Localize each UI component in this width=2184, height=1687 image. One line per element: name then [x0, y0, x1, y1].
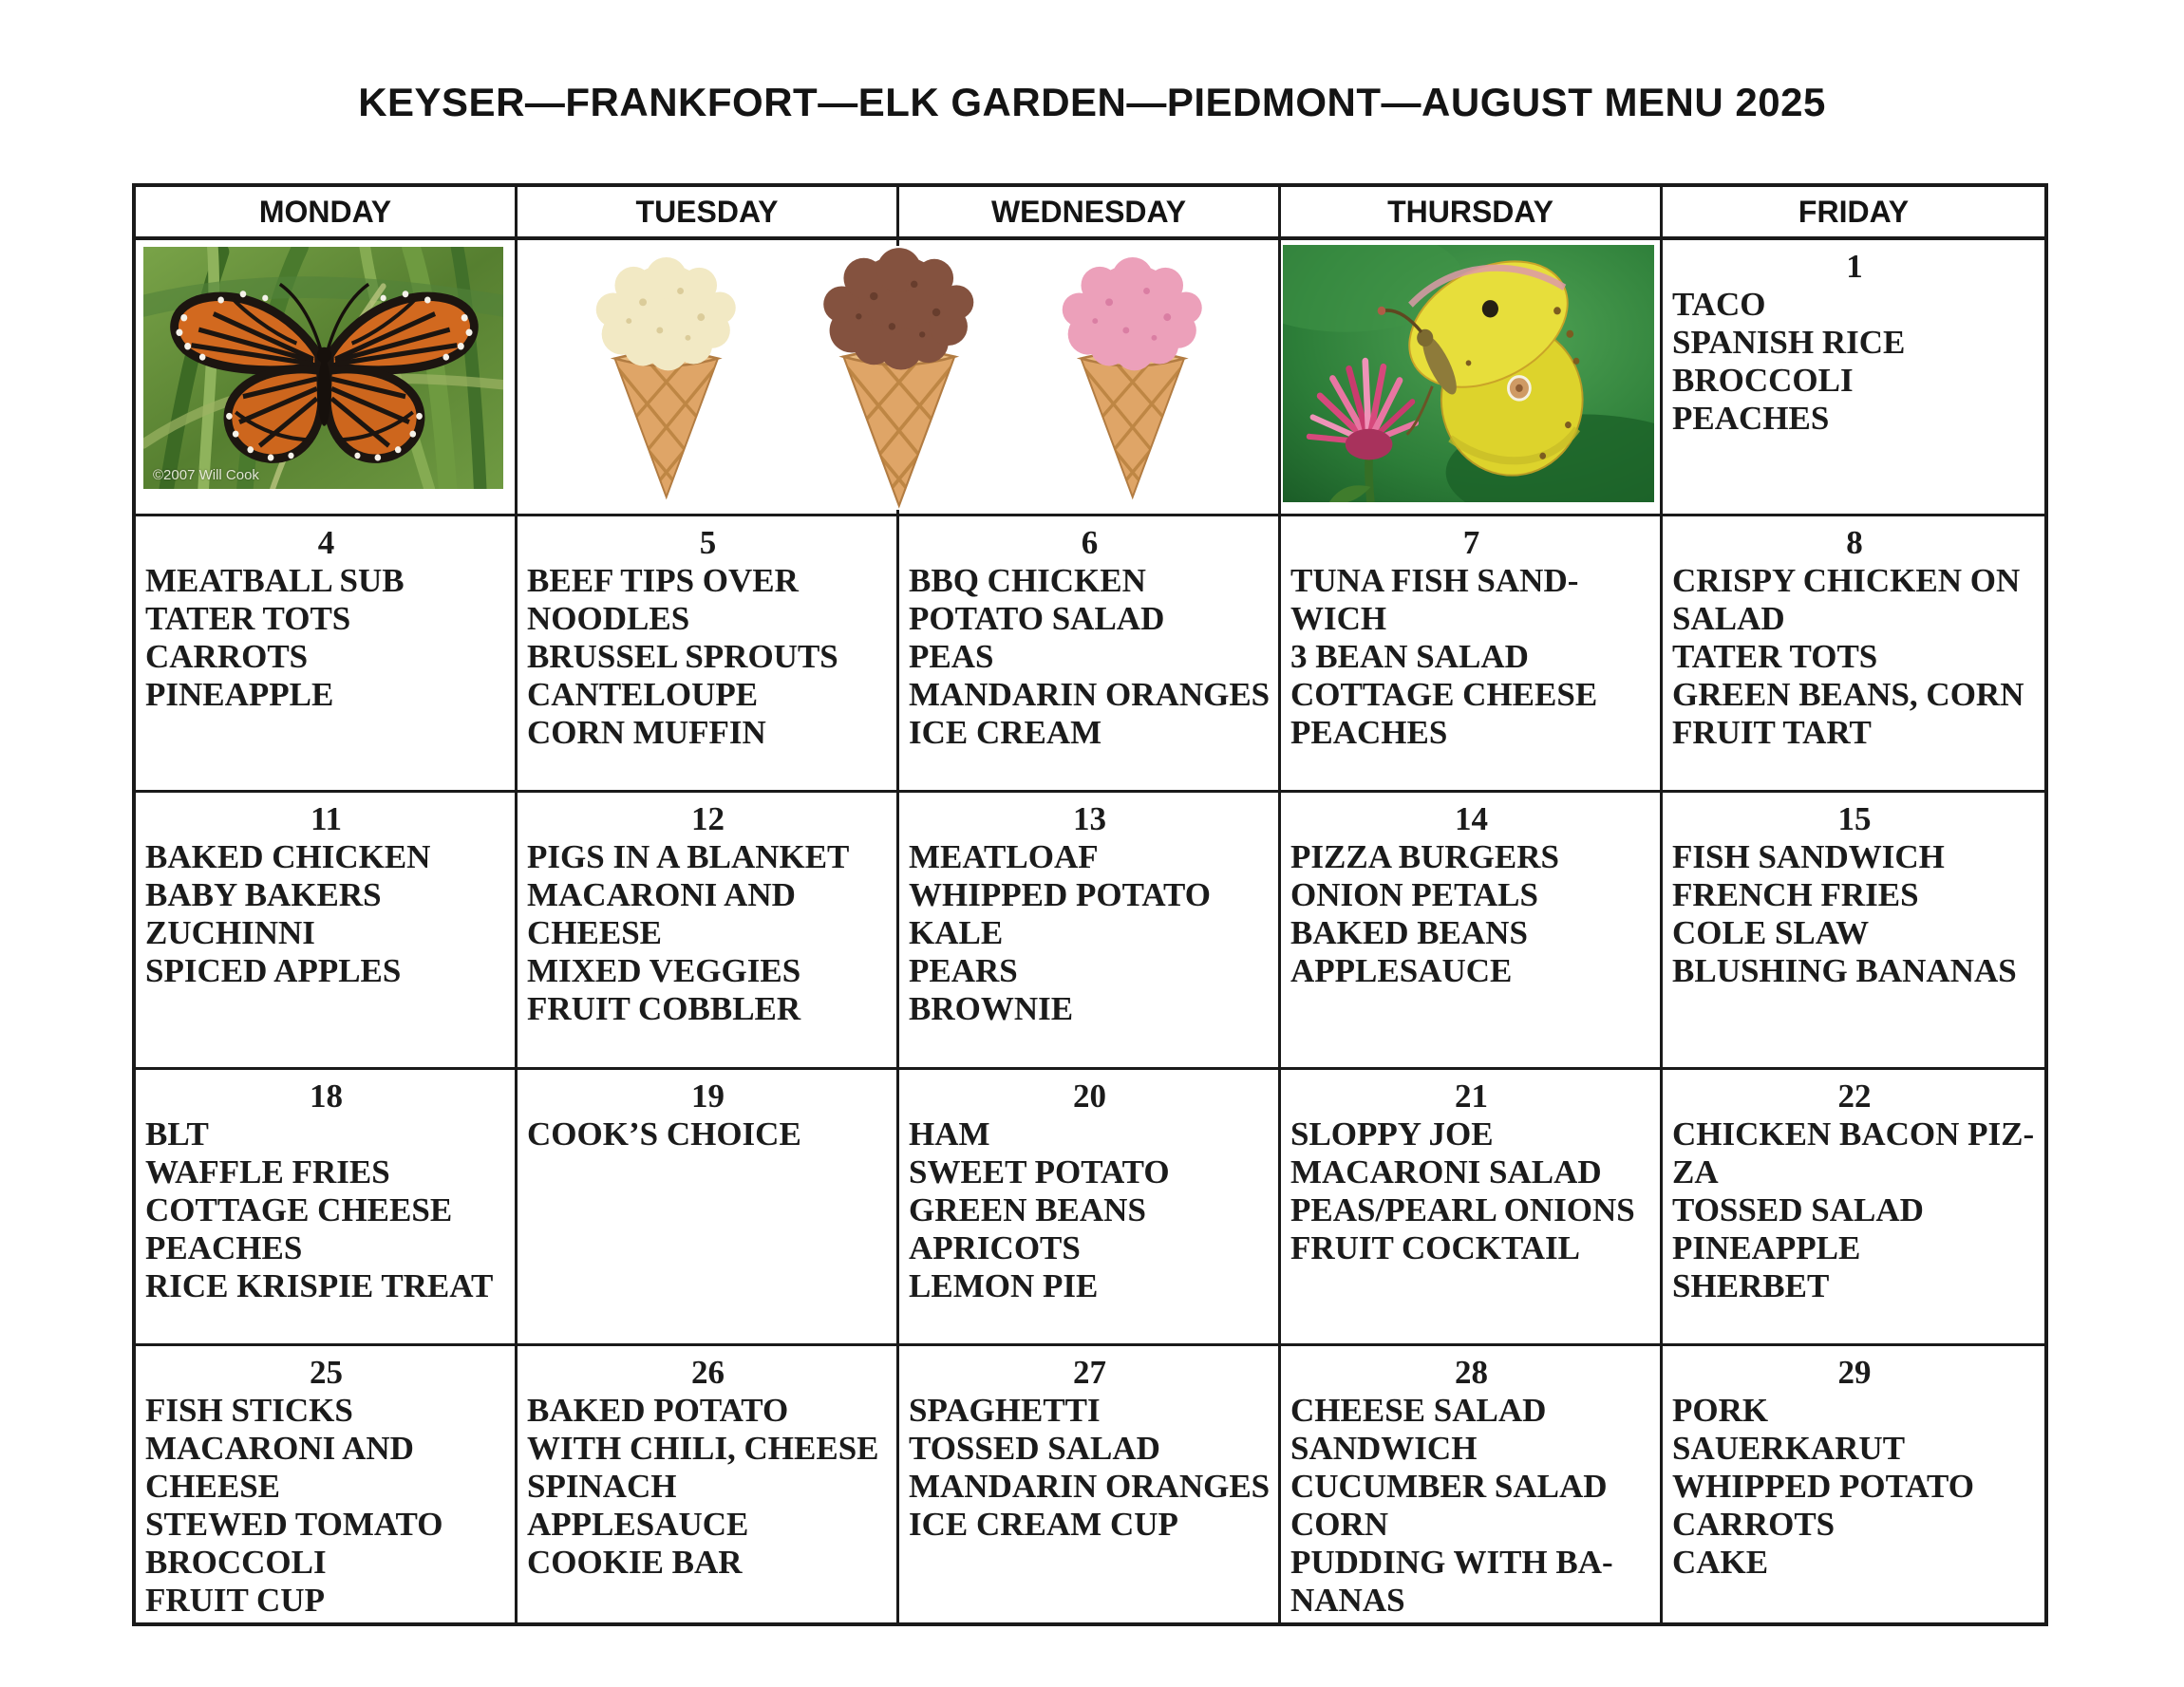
- menu-item: HAM: [909, 1115, 990, 1153]
- day-header-wednesday: WEDNESDAY: [899, 187, 1281, 240]
- menu-item: BROCCOLI: [145, 1543, 327, 1581]
- menu-item: COTTAGE CHEESE: [145, 1190, 453, 1228]
- menu-item: BAKED CHICKEN: [145, 838, 431, 876]
- menu-item: STEWED TOMATO: [145, 1505, 443, 1543]
- menu-item: WHIPPED POTATO: [1672, 1467, 1974, 1505]
- menu-item: CHEESE: [527, 914, 662, 952]
- menu-cell-aug-13: [899, 793, 1281, 1069]
- menu-item: FRUIT TART: [1672, 714, 1872, 752]
- vanilla-ice-cream-cone-icon: [577, 255, 755, 501]
- date-number: 13: [1073, 800, 1106, 838]
- menu-cell-aug-15: [1663, 793, 2044, 1069]
- menu-item: CAKE: [1672, 1543, 1769, 1581]
- yellow-butterfly-art: [1283, 245, 1654, 502]
- date-number: 22: [1837, 1077, 1872, 1115]
- date-number: 6: [1081, 524, 1099, 562]
- menu-item: MIXED VEGGIES: [527, 952, 801, 990]
- menu-item: ICE CREAM CUP: [909, 1505, 1178, 1543]
- menu-item: CRISPY CHICKEN ON: [1672, 562, 2021, 600]
- menu-cell-aug-27: [899, 1346, 1281, 1622]
- menu-item: PINEAPPLE: [1672, 1228, 1861, 1266]
- day-header-monday: MONDAY: [136, 187, 518, 240]
- date-number: 11: [310, 800, 343, 838]
- menu-item: SAUERKARUT: [1672, 1429, 1906, 1467]
- menu-item: CORN: [1290, 1505, 1389, 1543]
- menu-item: TOSSED SALAD: [1672, 1190, 1924, 1228]
- menu-item: CUCUMBER SALAD: [1290, 1467, 1608, 1505]
- menu-item: BLUSHING BANANAS: [1672, 952, 2017, 990]
- menu-item: GREEN BEANS, CORN: [1672, 676, 2024, 714]
- date-number: 25: [310, 1353, 343, 1391]
- menu-item: POTATO SALAD: [909, 600, 1165, 638]
- menu-item: WICH: [1290, 600, 1387, 638]
- menu-item: MACARONI AND: [527, 876, 796, 914]
- menu-item: MACARONI AND: [145, 1429, 414, 1467]
- menu-cell-aug-18: [136, 1070, 518, 1346]
- chocolate-ice-cream-cone-icon: [803, 246, 995, 510]
- menu-cell-aug-1: [1663, 240, 2044, 516]
- menu-item: MACARONI SALAD: [1290, 1153, 1602, 1190]
- day-header-tuesday: TUESDAY: [518, 187, 899, 240]
- menu-item: BABY BAKERS: [145, 876, 382, 914]
- menu-item: NANAS: [1290, 1581, 1405, 1619]
- menu-item: GREEN BEANS: [909, 1190, 1146, 1228]
- menu-item: LEMON PIE: [909, 1266, 1099, 1304]
- menu-item: FISH SANDWICH: [1672, 838, 1945, 876]
- menu-item: CARROTS: [1672, 1505, 1836, 1543]
- menu-item: SLOPPY JOE: [1290, 1115, 1494, 1153]
- menu-item: SALAD: [1672, 600, 1785, 638]
- menu-item: ZA: [1672, 1153, 1719, 1190]
- menu-item: APPLESAUCE: [527, 1505, 749, 1543]
- menu-cell-aug-14: [1281, 793, 1663, 1069]
- menu-item: PEAS/PEARL ONIONS: [1290, 1190, 1635, 1228]
- menu-item: CHEESE SALAD: [1290, 1391, 1547, 1429]
- date-number: 14: [1455, 800, 1488, 838]
- page-title: KEYSER—FRANKFORT—ELK GARDEN—PIEDMONT—AUGUST MENU 2025: [358, 80, 1826, 124]
- photo-cell-monday-butterfly: [136, 240, 518, 516]
- menu-item: PIZZA BURGERS: [1290, 838, 1559, 876]
- date-number: 27: [1073, 1353, 1106, 1391]
- menu-item: SPINACH: [527, 1467, 677, 1505]
- date-number: 28: [1455, 1353, 1488, 1391]
- menu-item: WITH CHILI, CHEESE: [527, 1429, 879, 1467]
- menu-item: SHERBET: [1672, 1266, 1830, 1304]
- menu-item: CHEESE: [145, 1467, 280, 1505]
- menu-item: 3 BEAN SALAD: [1290, 638, 1529, 676]
- menu-item: CORN MUFFIN: [527, 714, 766, 752]
- day-header-thursday: THURSDAY: [1281, 187, 1663, 240]
- date-number: 8: [1846, 524, 1863, 562]
- date-number: 4: [317, 524, 335, 562]
- menu-item: BBQ CHICKEN: [909, 562, 1146, 600]
- menu-item: TACO: [1672, 286, 1766, 323]
- menu-item: CANTELOUPE: [527, 676, 759, 714]
- menu-item: MEATBALL SUB: [145, 562, 405, 600]
- menu-cell-aug-4: [136, 516, 518, 793]
- menu-item: ONION PETALS: [1290, 876, 1538, 914]
- viceroy-butterfly-photo: [143, 247, 503, 489]
- menu-item: BLT: [145, 1115, 209, 1153]
- date-number: 18: [310, 1077, 343, 1115]
- butterfly-photo-art: [143, 247, 503, 489]
- menu-cell-aug-6: [899, 516, 1281, 793]
- menu-item: SPAGHETTI: [909, 1391, 1101, 1429]
- menu-item: TATER TOTS: [1672, 638, 1878, 676]
- date-number: 12: [691, 800, 725, 838]
- menu-item: PIGS IN A BLANKET: [527, 838, 850, 876]
- menu-cell-aug-21: [1281, 1070, 1663, 1346]
- menu-cell-aug-25: [136, 1346, 518, 1622]
- menu-item: TATER TOTS: [145, 600, 351, 638]
- menu-item: NOODLES: [527, 600, 690, 638]
- menu-item: BROCCOLI: [1672, 362, 1854, 399]
- strawberry-ice-cream-cone-icon: [1044, 255, 1221, 501]
- menu-cell-aug-22: [1663, 1070, 2044, 1346]
- menu-cell-aug-28: [1281, 1346, 1663, 1622]
- menu-cell-aug-11: [136, 793, 518, 1069]
- menu-item: COOKIE BAR: [527, 1543, 743, 1581]
- menu-item: COTTAGE CHEESE: [1290, 676, 1598, 714]
- menu-item: PUDDING WITH BA-: [1290, 1543, 1613, 1581]
- menu-cell-aug-19: [518, 1070, 899, 1346]
- menu-item: RICE KRISPIE TREAT: [145, 1266, 494, 1304]
- menu-item: FISH STICKS: [145, 1391, 353, 1429]
- menu-item: KALE: [909, 914, 1004, 952]
- menu-item: SWEET POTATO: [909, 1153, 1170, 1190]
- menu-item: APPLESAUCE: [1290, 952, 1513, 990]
- menu-cell-aug-8: [1663, 516, 2044, 793]
- menu-item: COLE SLAW: [1672, 914, 1870, 952]
- menu-item: PINEAPPLE: [145, 676, 334, 714]
- yellow-butterfly-photo: [1283, 245, 1654, 502]
- date-number: 15: [1837, 800, 1872, 838]
- menu-item: SPANISH RICE: [1672, 324, 1906, 361]
- menu-cell-aug-12: [518, 793, 899, 1069]
- menu-item: TOSSED SALAD: [909, 1429, 1160, 1467]
- menu-item: PEACHES: [1672, 400, 1830, 437]
- menu-item: PORK: [1672, 1391, 1769, 1429]
- menu-item: BAKED BEANS: [1290, 914, 1528, 952]
- menu-item: MEATLOAF: [909, 838, 1099, 876]
- photo-watermark: ©2007 Will Cook: [153, 467, 259, 484]
- menu-cell-aug-29: [1663, 1346, 2044, 1622]
- date-number: 7: [1462, 524, 1480, 562]
- date-number: 29: [1837, 1353, 1872, 1391]
- menu-item: SANDWICH: [1290, 1429, 1478, 1467]
- menu-item: WAFFLE FRIES: [145, 1153, 390, 1190]
- menu-item: FRUIT COBBLER: [527, 990, 801, 1028]
- menu-cell-aug-5: [518, 516, 899, 793]
- menu-calendar-table: [132, 183, 2048, 1626]
- menu-item: TUNA FISH SAND-: [1290, 562, 1579, 600]
- menu-cell-aug-26: [518, 1346, 899, 1622]
- menu-item: MANDARIN ORANGES: [909, 1467, 1271, 1505]
- menu-item: PEAS: [909, 638, 994, 676]
- menu-item: CHICKEN BACON PIZ-: [1672, 1115, 2035, 1153]
- menu-item: SPICED APPLES: [145, 952, 402, 990]
- date-number: 26: [691, 1353, 725, 1391]
- menu-item: BEEF TIPS OVER: [527, 562, 799, 600]
- menu-item: COOK’S CHOICE: [527, 1115, 801, 1153]
- menu-item: FRUIT COCKTAIL: [1290, 1228, 1581, 1266]
- menu-item: BRUSSEL SPROUTS: [527, 638, 838, 676]
- menu-cell-aug-20: [899, 1070, 1281, 1346]
- menu-item: BROWNIE: [909, 990, 1074, 1028]
- photo-cell-thursday-butterfly: [1281, 240, 1663, 516]
- menu-item: MANDARIN ORANGES: [909, 676, 1271, 714]
- date-number: 21: [1455, 1077, 1488, 1115]
- menu-item: PEACHES: [1290, 714, 1448, 752]
- day-header-friday: FRIDAY: [1663, 187, 2044, 240]
- date-number: 19: [691, 1077, 725, 1115]
- menu-item: FRUIT CUP: [145, 1581, 325, 1619]
- ice-cream-cones-photo: [529, 246, 1270, 510]
- menu-item: PEACHES: [145, 1228, 303, 1266]
- menu-item: PEARS: [909, 952, 1018, 990]
- menu-item: WHIPPED POTATO: [909, 876, 1211, 914]
- menu-item: CARROTS: [145, 638, 309, 676]
- menu-item: FRENCH FRIES: [1672, 876, 1919, 914]
- menu-cell-aug-7: [1281, 516, 1663, 793]
- menu-item: ZUCHINNI: [145, 914, 315, 952]
- date-number: 20: [1073, 1077, 1106, 1115]
- menu-item: BAKED POTATO: [527, 1391, 789, 1429]
- menu-item: ICE CREAM: [909, 714, 1102, 752]
- date-number: 5: [699, 524, 717, 562]
- date-number: 1: [1846, 248, 1863, 285]
- menu-item: APRICOTS: [909, 1228, 1081, 1266]
